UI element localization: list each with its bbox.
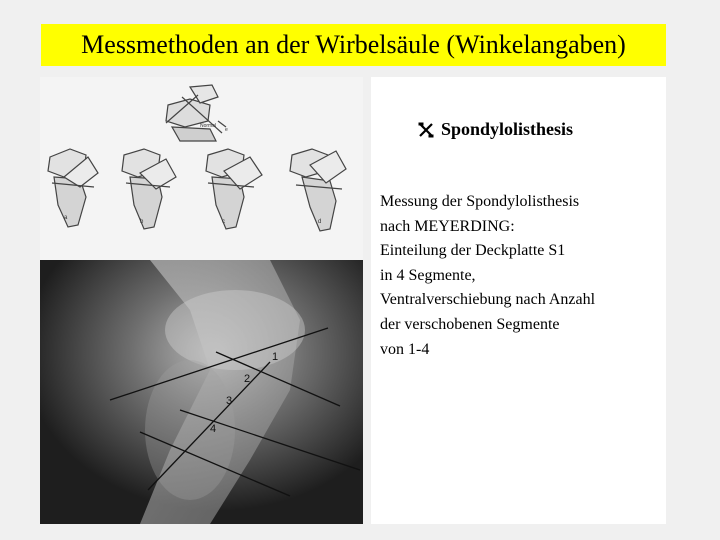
- sketch-a: [48, 149, 98, 227]
- sketch-b: [122, 149, 176, 229]
- body-line: nach MEYERDING:: [380, 217, 515, 235]
- body-line: von 1-4: [380, 340, 430, 358]
- segment-number-4: 4: [210, 423, 217, 435]
- segment-number-2: 2: [244, 373, 251, 385]
- sketch-label-a: a: [64, 215, 68, 221]
- body-line: Ventralverschiebung nach Anzahl: [380, 291, 596, 309]
- sketch-label-d: d: [318, 219, 322, 225]
- slide-title: Messmethoden an der Wirbelsäule (Winkelangaben): [81, 30, 626, 59]
- sketch-label-c: c: [222, 219, 225, 225]
- normal-label: Normal: [200, 123, 217, 129]
- normal-sketch: [166, 85, 226, 141]
- heading: [418, 119, 573, 140]
- text-panel: [371, 77, 666, 524]
- body-line: der verschobenen Segmente: [380, 315, 560, 333]
- sketch-label-e: e: [225, 127, 228, 133]
- tools-icon: [418, 122, 434, 138]
- segment-number-3: 3: [226, 395, 233, 407]
- sketch-c: [206, 149, 262, 229]
- body-text: [380, 190, 660, 362]
- body-line: in 4 Segmente,: [380, 266, 476, 284]
- sketch-label-b: b: [140, 219, 144, 225]
- title-bar: [41, 24, 666, 66]
- body-line: Einteilung der Deckplatte S1: [380, 242, 566, 260]
- segment-number-1: 1: [272, 351, 279, 363]
- heading-text: Spondylolisthesis: [441, 119, 574, 139]
- xray-image: [40, 260, 363, 524]
- meyerding-sketches: [40, 77, 363, 260]
- body-line: Messung der Spondylolisthesis: [380, 193, 580, 210]
- figure-panel: [40, 77, 363, 524]
